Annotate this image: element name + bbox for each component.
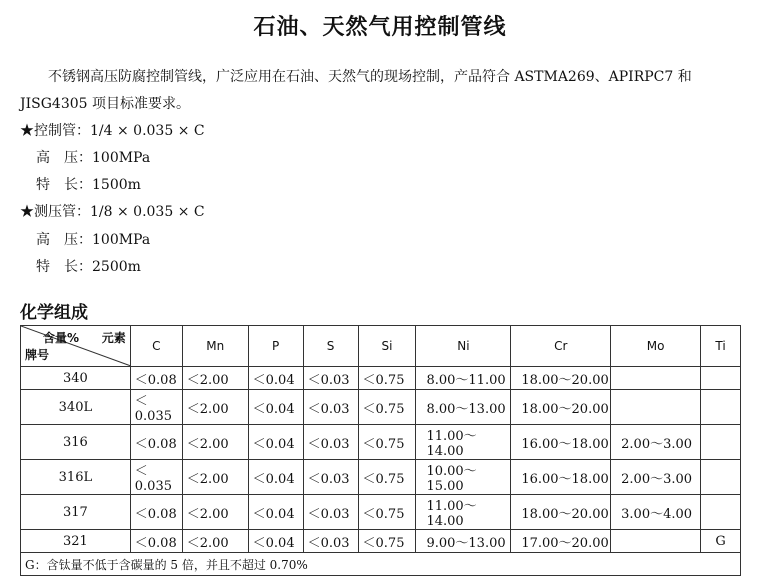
table-cell: ＜2.00 xyxy=(182,530,248,553)
spec-label: 高 压： xyxy=(36,150,92,166)
table-cell: ＜0.75 xyxy=(358,495,416,530)
grade-cell: 316L xyxy=(21,460,131,495)
table-header-row xyxy=(21,326,741,367)
table-cell: ＜0.035 xyxy=(130,390,182,425)
table-row xyxy=(21,495,741,530)
table-cell: ＜0.035 xyxy=(130,460,182,495)
table-cell: ＜0.04 xyxy=(248,495,303,530)
spec-label: ★测压管： xyxy=(20,204,90,220)
corner-grade-label: 牌号 xyxy=(25,348,50,362)
column-header: Ni xyxy=(416,326,511,367)
column-header: Ti xyxy=(701,326,741,367)
spec-label: 特 长： xyxy=(36,177,92,193)
spec-line-control-tube xyxy=(20,118,205,144)
table-cell: 17.00～20.00 xyxy=(511,530,611,553)
table-cell: ＜0.08 xyxy=(130,425,182,460)
table-cell: ＜0.75 xyxy=(358,367,416,390)
table-cell: 18.00～20.00 xyxy=(511,495,611,530)
spec-value: 1500m xyxy=(92,177,141,193)
table-cell: 11.00～14.00 xyxy=(416,425,511,460)
column-header: Si xyxy=(358,326,416,367)
column-header: Mn xyxy=(182,326,248,367)
table-cell: ＜2.00 xyxy=(182,460,248,495)
table-cell: ＜0.08 xyxy=(130,530,182,553)
table-cell: 16.00～18.00 xyxy=(511,425,611,460)
table-row xyxy=(21,425,741,460)
table-cell: ＜0.03 xyxy=(303,367,358,390)
corner-header-cell xyxy=(21,326,131,367)
spec-value: 1/8 × 0.035 × C xyxy=(90,204,205,220)
table-cell: 11.00～14.00 xyxy=(416,495,511,530)
table-cell: ＜0.04 xyxy=(248,425,303,460)
table-cell: 18.00～20.00 xyxy=(511,390,611,425)
table-cell: ＜2.00 xyxy=(182,390,248,425)
table-cell: 8.00～11.00 xyxy=(416,367,511,390)
grade-cell: 340L xyxy=(21,390,131,425)
table-cell: ＜0.03 xyxy=(303,460,358,495)
table-cell: 9.00～13.00 xyxy=(416,530,511,553)
spec-label: 高 压： xyxy=(36,232,92,248)
table-cell: ＜0.04 xyxy=(248,460,303,495)
intro-text: 不锈钢高压防腐控制管线，广泛应用在石油、天然气的现场控制，产品符合 ASTMA269、APIRPC7 和 JISG4305 项目标准要求。 xyxy=(20,69,692,112)
table-cell: ＜0.03 xyxy=(303,495,358,530)
spec-label: ★控制管： xyxy=(20,123,90,139)
table-cell xyxy=(701,495,741,530)
table-cell: ＜0.75 xyxy=(358,530,416,553)
grade-cell: 316 xyxy=(21,425,131,460)
spec-line-length xyxy=(36,172,141,198)
spec-line-pressure xyxy=(36,145,150,171)
table-cell: ＜0.04 xyxy=(248,530,303,553)
table-cell: 16.00～18.00 xyxy=(511,460,611,495)
table-cell: ＜0.03 xyxy=(303,530,358,553)
grade-cell: 317 xyxy=(21,495,131,530)
corner-element-label: 元素 xyxy=(101,331,126,345)
spec-value: 1/4 × 0.035 × C xyxy=(90,123,205,139)
table-row xyxy=(21,530,741,553)
table-cell: ＜0.04 xyxy=(248,367,303,390)
section-title: 化学组成 xyxy=(20,303,88,323)
table-cell xyxy=(611,367,701,390)
corner-content-label: 含量% xyxy=(43,331,80,345)
table-cell: 3.00～4.00 xyxy=(611,495,701,530)
column-header: Mo xyxy=(611,326,701,367)
table-row xyxy=(21,460,741,495)
table-cell xyxy=(701,390,741,425)
table-cell: G xyxy=(701,530,741,553)
table-cell: ＜0.75 xyxy=(358,390,416,425)
spec-value: 100MPa xyxy=(92,150,151,166)
column-header: Cr xyxy=(511,326,611,367)
table-cell: ＜0.08 xyxy=(130,495,182,530)
table-cell: ＜0.75 xyxy=(358,460,416,495)
intro-paragraph xyxy=(20,64,750,118)
table-cell: ＜0.08 xyxy=(130,367,182,390)
spec-line-gauge-tube xyxy=(20,199,205,225)
table-cell: 2.00～3.00 xyxy=(611,425,701,460)
footnote: G：含钛量不低于含碳量的 5 倍，并且不超过 0.70% xyxy=(21,553,741,576)
table-cell: ＜0.03 xyxy=(303,425,358,460)
table-cell xyxy=(701,460,741,495)
table-cell: 18.00～20.00 xyxy=(511,367,611,390)
table-cell: ＜0.04 xyxy=(248,390,303,425)
column-header: C xyxy=(130,326,182,367)
spec-line-length xyxy=(36,254,141,280)
chemical-composition-table xyxy=(20,325,741,576)
table-row xyxy=(21,367,741,390)
spec-value: 100MPa xyxy=(92,232,151,248)
table-cell: ＜0.03 xyxy=(303,390,358,425)
table-row xyxy=(21,390,741,425)
table-cell xyxy=(611,530,701,553)
footnote-row xyxy=(21,553,741,576)
spec-line-pressure xyxy=(36,227,150,253)
page-title: 石油、天然气用控制管线 xyxy=(253,15,507,40)
grade-cell: 321 xyxy=(21,530,131,553)
table-cell: ＜2.00 xyxy=(182,425,248,460)
table-cell xyxy=(701,425,741,460)
table-cell: 10.00～15.00 xyxy=(416,460,511,495)
table-cell xyxy=(701,367,741,390)
table-cell: ＜2.00 xyxy=(182,495,248,530)
table-cell: ＜0.75 xyxy=(358,425,416,460)
column-header: P xyxy=(248,326,303,367)
spec-label: 特 长： xyxy=(36,259,92,275)
table-cell xyxy=(611,390,701,425)
table-cell: ＜2.00 xyxy=(182,367,248,390)
table-cell: 2.00～3.00 xyxy=(611,460,701,495)
spec-value: 2500m xyxy=(92,259,141,275)
table-cell: 8.00～13.00 xyxy=(416,390,511,425)
grade-cell: 340 xyxy=(21,367,131,390)
column-header: S xyxy=(303,326,358,367)
